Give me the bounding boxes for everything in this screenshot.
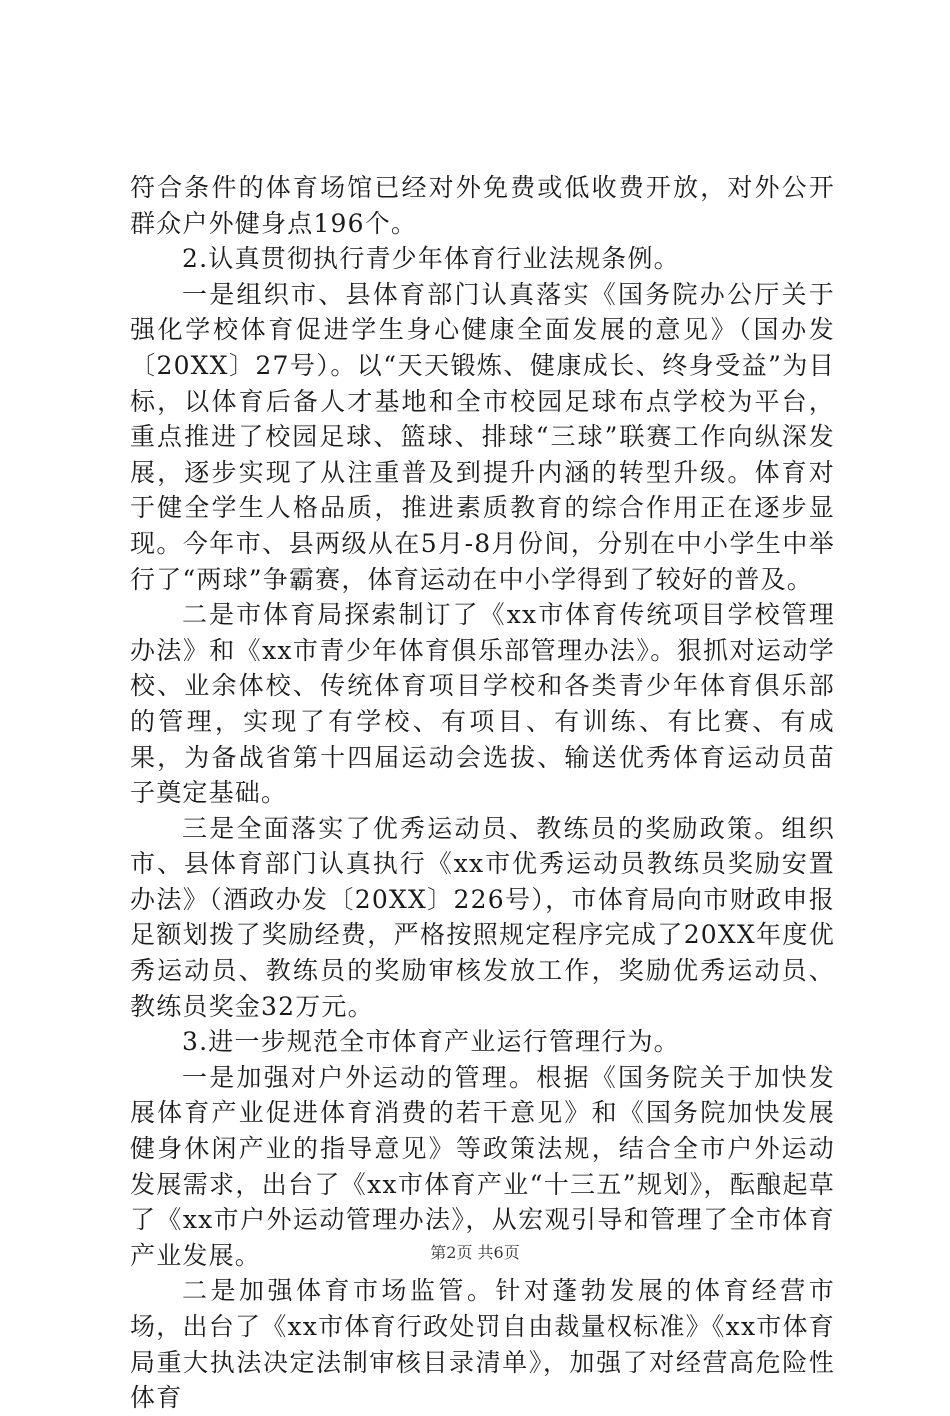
paragraph: 一是组织市、县体育部门认真落实《国务院办公厅关于强化学校体育促进学生身心健康全面发展的意见》（国办发〔20XX〕27号）。以“天天锻炼、健康成长、终身受益”为目标，以体育后备人才基地和全市校园足球布点学校为平台，重点推进了校园足球、篮球、排球“三球”联赛工作向纵深发展，逐步实现了从注重普及到提升内涵的转型升级。体育对于健全学生人格品质，推进素质教育的综合作用正在逐步显现。今年市、县两级从在5月-8月份间，分别在中小学生中举行了“两球”争霸赛，体育运动在中小学得到了较好的普及。: [130, 279, 835, 594]
paragraph: 2.认真贯彻执行青少年体育行业法规条例。: [182, 244, 680, 274]
page-number-footer: 第2页 共6页: [430, 1243, 520, 1262]
paragraph: 二是加强体育市场监管。针对蓬勃发展的体育经营市场，出台了《xx市体育行政处罚自由裁量权标准》《xx市体育局重大执法决定法制审核目录清单》，加强了对经营高危险性体育: [130, 1276, 835, 1413]
paragraph: 二是市体育局探索制订了《xx市体育传统项目学校管理办法》和《xx市青少年体育俱乐部管理办法》。狠抓对运动学校、业余体校、传统体育项目学校和各类青少年体育俱乐部的管理，实现了有学校、有项目、有训练、有比赛、有成果，为备战省第十四届运动会选拔、输送优秀体育运动员苗子奠定基础。: [130, 600, 835, 808]
paragraph: 3.进一步规范全市体育产业运行管理行为。: [182, 1027, 680, 1057]
paragraph: 三是全面落实了优秀运动员、教练员的奖励政策。组织市、县体育部门认真执行《xx市优秀运动员教练员奖励安置办法》（酒政办发〔20XX〕226号），市体育局向市财政申报足额划拨了奖励经费，严格按照规定程序完成了20XX年度优秀运动员、教练员的奖励审核发放工作，奖励优秀运动员、教练员奖金32万元。: [130, 813, 835, 1021]
document-body: [130, 170, 835, 1416]
paragraph: 符合条件的体育场馆已经对外免费或低收费开放，对外公开群众户外健身点196个。: [130, 173, 835, 238]
paragraph: 一是加强对户外运动的管理。根据《国务院关于加快发展体育产业促进体育消费的若干意见》和《国务院加快发展健身休闲产业的指导意见》等政策法规，结合全市户外运动发展需求，出台了《xx市体育产业“十三五”规划》，酝酿起草了《xx市户外运动管理办法》，从宏观引导和管理了全市体育产业发展。: [130, 1062, 835, 1270]
